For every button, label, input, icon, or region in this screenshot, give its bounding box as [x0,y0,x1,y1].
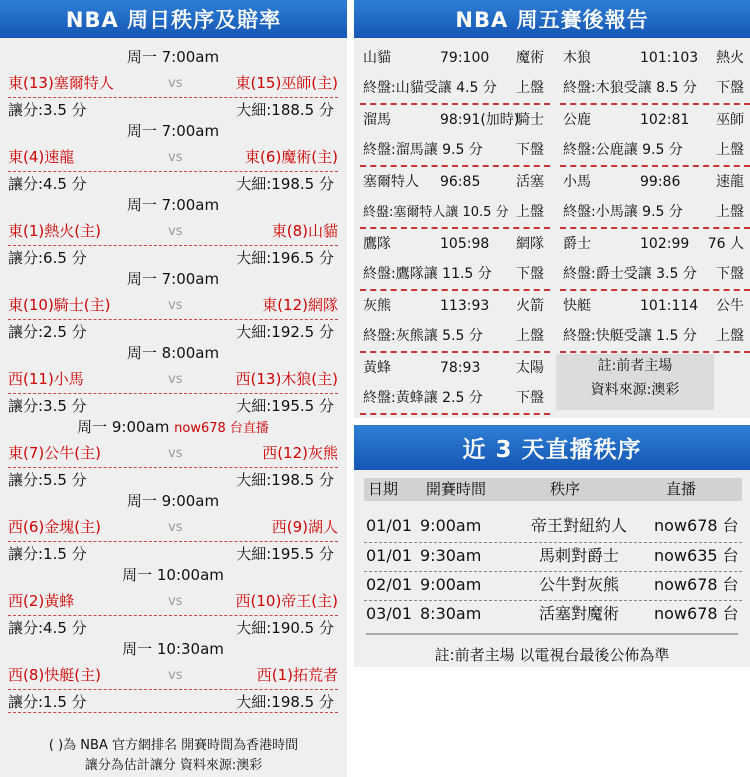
final-score: 101:114 [640,298,699,314]
cover-result: 下盤 [516,142,544,158]
team-two: 活塞 [516,174,544,190]
away-team: 西(8)快艇(主) [8,666,101,684]
team-two: 騎士 [516,112,544,128]
broadcast-time: 9:00am [420,516,482,535]
report-note [556,354,714,410]
closing-line: 終盤:木狼受讓 8.5 分 [563,80,697,96]
over-under: 大細:188.5 分 [236,101,334,119]
broadcast-channel: now678 台 [654,516,739,535]
home-team: 西(12)灰熊 [262,444,338,462]
vs-label: vs [168,520,183,535]
result-row [360,354,550,383]
game-time-row [8,492,338,510]
team-two: 公牛 [716,298,744,314]
report-title: NBA 周五賽後報告 [354,0,750,38]
home-team: 西(10)帝王(主) [235,592,338,610]
handicap: 讓分:4.5 分 [8,175,87,193]
handicap: 讓分:6.5 分 [8,249,87,267]
broadcast-row [364,600,742,627]
vs-label: vs [168,668,183,683]
cover-result: 上盤 [716,328,744,344]
schedule-note-ranking: ( )為 NBA 官方網排名 開賽時間為香港時間 [48,738,299,753]
over-under: 大細:198.5 分 [236,471,334,489]
broadcast-table-header [364,478,742,501]
closing-line-row [360,136,550,167]
header-channel: 直播 [666,480,697,498]
game-block [8,560,338,637]
over-under: 大細:192.5 分 [236,323,334,341]
team-one: 塞爾特人 [363,174,419,190]
broadcast-time: 9:30am [420,546,482,565]
report-note-home: 註:前者主場 [597,358,673,374]
game-block [8,338,338,415]
report-note-source: 資料來源:澳彩 [590,382,680,398]
closing-line: 終盤:溜馬讓 9.5 分 [363,142,483,158]
home-team: 西(9)湖人 [271,518,338,536]
game-time: 周一 7:00am [126,196,220,214]
team-one: 快艇 [563,298,591,314]
broadcast-channel: now678 台 [654,575,739,594]
away-team: 東(1)熱火(主) [8,222,101,240]
away-team: 西(2)黃蜂 [8,592,75,610]
broadcast-note: 註:前者主場 以電視台最後公佈為準 [434,646,670,664]
game-time: 周一 7:00am [126,122,220,140]
closing-line: 終盤:黃蜂讓 2.5 分 [363,390,483,406]
team-one: 小馬 [563,174,591,190]
schedule-note-source: 讓分為估計讓分 資料來源:澳彩 [84,758,263,773]
over-under: 大細:190.5 分 [236,619,334,637]
result-row [360,44,550,73]
team-one: 黃蜂 [363,360,391,376]
broadcast-match: 帝王對紐約人 [530,516,627,535]
broadcast-divider [366,633,738,635]
away-team: 東(10)騎士(主) [8,296,111,314]
game-block [8,42,338,119]
games-list [8,42,338,711]
game-time: 周一 9:00am [77,418,170,436]
game-time: 周一 7:00am [126,48,220,66]
vs-label: vs [168,76,183,91]
game-time-row [8,418,338,438]
closing-line: 終盤:灰熊讓 5.5 分 [363,328,483,344]
handicap: 讓分:3.5 分 [8,101,87,119]
handicap: 讓分:5.5 分 [8,471,87,489]
home-team: 西(13)木狼(主) [235,370,338,388]
cover-result: 上盤 [516,328,544,344]
closing-line: 終盤:公鹿讓 9.5 分 [563,142,683,158]
cover-result: 下盤 [516,266,544,282]
final-score: 102:99 [640,236,690,252]
team-one: 鷹隊 [363,236,391,252]
home-team: 東(6)魔術(主) [245,148,338,166]
broadcast-match: 公牛對灰熊 [538,575,619,594]
broadcast-match: 馬刺對爵士 [538,546,619,565]
closing-line: 終盤:快艇受讓 1.5 分 [563,328,697,344]
handicap: 讓分:4.5 分 [8,619,87,637]
game-time: 周一 7:00am [126,270,220,288]
closing-line: 終盤:小馬讓 9.5 分 [563,204,683,220]
game-block [8,264,338,341]
team-two: 巫師 [716,112,744,128]
result-row [360,230,550,259]
closing-line-row [560,260,750,291]
broadcast-date: 01/01 [366,546,413,565]
over-under: 大細:196.5 分 [236,249,334,267]
over-under: 大細:195.5 分 [236,545,334,563]
closing-line: 終盤:鷹隊讓 11.5 分 [363,266,492,282]
closing-line: 終盤:塞爾特人讓 10.5 分 [363,205,509,220]
vs-label: vs [168,594,183,609]
vs-label: vs [168,446,183,461]
vs-label: vs [168,298,183,313]
closing-line-row [560,322,750,353]
game-block [8,412,338,489]
broadcast-row [364,542,742,569]
vs-label: vs [168,372,183,387]
tv-channel: now678 台直播 [174,421,269,436]
over-under: 大細:198.5 分 [236,175,334,193]
team-one: 山貓 [363,50,391,66]
broadcast-date: 01/01 [366,516,413,535]
cover-result: 下盤 [516,390,544,406]
team-one: 溜馬 [363,112,391,128]
away-team: 東(7)公牛(主) [8,444,101,462]
vs-label: vs [168,224,183,239]
report-panel [354,0,750,418]
final-score: 105:98 [440,236,490,252]
odds-row [8,689,338,713]
header-time: 開賽時間 [426,480,487,498]
closing-line: 終盤:山貓受讓 4.5 分 [363,80,497,96]
final-score: 98:91(加時) [440,112,520,128]
team-two: 76 人 [707,236,744,252]
team-one: 公鹿 [563,112,591,128]
team-two: 速龍 [716,174,744,190]
cover-result: 上盤 [516,204,544,220]
closing-line-row [560,198,750,229]
handicap: 讓分:3.5 分 [8,397,87,415]
away-team: 東(13)塞爾特人 [8,74,114,92]
vs-label: vs [168,150,183,165]
game-block [8,190,338,267]
result-row [360,292,550,321]
broadcast-match: 活塞對魔術 [538,604,619,623]
game-time: 周一 9:00am [126,492,220,510]
result-row [560,168,750,197]
closing-line-row [360,322,550,353]
closing-line-row [560,136,750,167]
closing-line-row [360,260,550,291]
result-row [360,168,550,197]
schedule-panel [0,0,347,777]
broadcast-panel [354,425,750,667]
broadcast-date: 02/01 [366,575,413,594]
game-block [8,634,338,711]
result-row [560,292,750,321]
team-one: 灰熊 [363,298,391,314]
over-under: 大細:198.5 分 [236,693,334,711]
closing-line-row [360,384,550,415]
handicap: 讓分:1.5 分 [8,545,87,563]
game-block [8,116,338,193]
result-row [560,106,750,135]
game-block [8,486,338,563]
game-time-row [8,566,338,584]
game-time: 周一 10:30am [122,640,224,658]
team-two: 魔術 [516,50,544,66]
final-score: 102:81 [640,112,690,128]
team-two: 熱火 [716,50,744,66]
closing-line-row [360,74,550,105]
cover-result: 下盤 [716,266,744,282]
final-score: 79:100 [440,50,490,66]
away-team: 西(11)小馬 [8,370,84,388]
cover-result: 上盤 [516,80,544,96]
game-time: 周一 8:00am [126,344,220,362]
result-row [360,106,550,135]
team-two: 太陽 [516,360,544,376]
final-score: 101:103 [640,50,699,66]
home-team: 西(1)拓荒者 [256,666,338,684]
broadcast-row [364,571,742,598]
away-team: 東(4)速龍 [8,148,75,166]
over-under: 大細:195.5 分 [236,397,334,415]
game-time-row [8,196,338,214]
final-score: 113:93 [440,298,490,314]
broadcast-time: 8:30am [420,604,482,623]
handicap: 讓分:1.5 分 [8,693,87,711]
header-match: 秩序 [550,480,581,498]
game-time-row [8,344,338,362]
cover-result: 上盤 [716,204,744,220]
team-two: 網隊 [516,236,544,252]
home-team: 東(15)巫師(主) [235,74,338,92]
closing-line-row [360,198,550,229]
cover-result: 下盤 [716,80,744,96]
final-score: 96:85 [440,174,481,190]
schedule-title: NBA 周日秩序及賠率 [0,0,347,38]
home-team: 東(8)山貓 [271,222,338,240]
final-score: 78:93 [440,360,481,376]
broadcast-title: 近 3 天直播秩序 [354,425,750,470]
final-score: 99:86 [640,174,681,190]
broadcast-date: 03/01 [366,604,413,623]
broadcast-channel: now678 台 [654,604,739,623]
header-date: 日期 [368,480,399,498]
home-team: 東(12)網隊 [262,296,338,314]
result-row [560,230,750,259]
result-row [560,44,750,73]
handicap: 讓分:2.5 分 [8,323,87,341]
broadcast-channel: now635 台 [654,546,739,565]
broadcast-row [364,513,742,539]
cover-result: 上盤 [716,142,744,158]
game-time-row [8,270,338,288]
game-time: 周一 10:00am [122,566,224,584]
game-time-row [8,48,338,66]
team-one: 爵士 [563,236,591,252]
away-team: 西(6)金塊(主) [8,518,101,536]
closing-line-row [560,74,750,105]
game-time-row [8,122,338,140]
team-one: 木狼 [563,50,591,66]
broadcast-time: 9:00am [420,575,482,594]
team-two: 火箭 [516,298,544,314]
closing-line: 終盤:爵士受讓 3.5 分 [563,266,697,282]
game-time-row [8,640,338,658]
